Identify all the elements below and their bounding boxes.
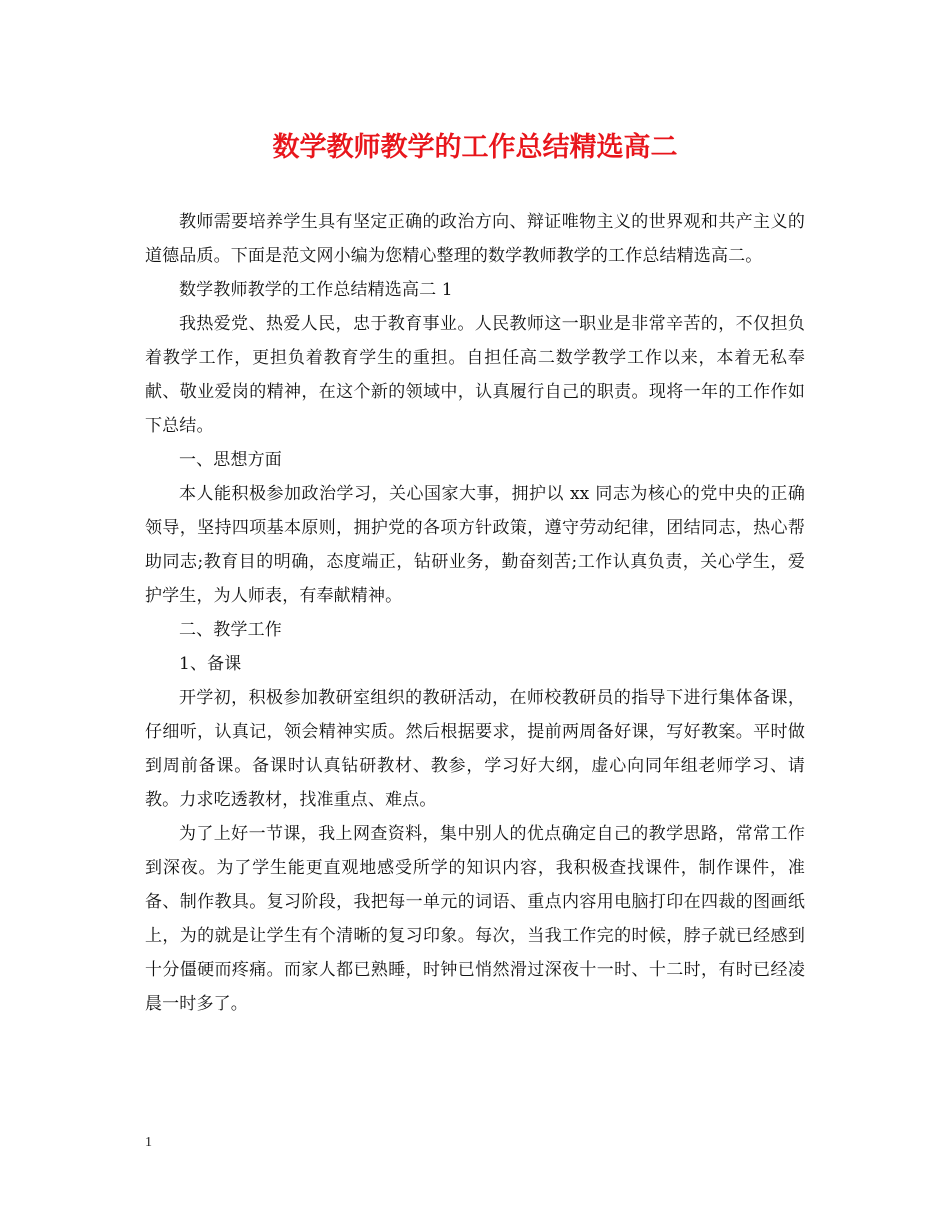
section-heading-part-1: 数学教师教学的工作总结精选高二 1 bbox=[179, 280, 453, 300]
section-heading-teaching: 二、教学工作 bbox=[179, 620, 282, 640]
paragraph-class-preparation: 为了上好一节课，我上网查资料，集中别人的优点确定自己的教学思路，常常工作到深夜。为了学生能更直观地感受所学的知识内容，我积极查找课件，制作课件，准备、制作教具。复习阶段，我把每一单元的词语、重点内容用电脑打印在四裁的图画纸上，为的就是让学生有个清晰的复习印象。每次，当我工作完的时候，脖子就已经感到十分僵硬而疼痛。而家人都已熟睡，时钟已悄然滑过深夜十一时、十二时，有时已经凌晨一时多了。 bbox=[145, 824, 805, 1014]
paragraph-lesson-prep: 开学初，积极参加教研室组织的教研活动，在师校教研员的指导下进行集体备课，仔细听，认真记，领会精神实质。然后根据要求，提前两周备好课，写好教案。平时做到周前备课。备课时认真钻研教材、教参，学习好大纲，虚心向同年组老师学习、请教。力求吃透教材，找准重点、难点。 bbox=[145, 688, 805, 810]
section-heading-ideology: 一、思想方面 bbox=[179, 450, 282, 470]
page-number: 1 bbox=[145, 1135, 152, 1150]
document-body bbox=[145, 205, 805, 1021]
paragraph-intro: 教师需要培养学生具有坚定正确的政治方向、辩证唯物主义的世界观和共产主义的道德品质。下面是范文网小编为您精心整理的数学教师教学的工作总结精选高二。 bbox=[145, 212, 805, 266]
paragraph-ideology: 本人能积极参加政治学习，关心国家大事，拥护以 xx 同志为核心的党中央的正确领导，坚持四项基本原则，拥护党的各项方针政策，遵守劳动纪律，团结同志，热心帮助同志;教育目的明确，态度端正，钻研业务，勤奋刻苦;工作认真负责，关心学生，爱护学生，为人师表，有奉献精神。 bbox=[145, 484, 805, 606]
paragraph-overview: 我热爱党、热爱人民，忠于教育事业。人民教师这一职业是非常辛苦的，不仅担负着教学工作，更担负着教育学生的重担。自担任高二数学教学工作以来，本着无私奉献、敬业爱岗的精神，在这个新的领域中，认真履行自己的职责。现将一年的工作作如下总结。 bbox=[145, 314, 805, 436]
document-title: 数学教师教学的工作总结精选高二 bbox=[272, 132, 678, 163]
subsection-heading-lesson-prep: 1、备课 bbox=[179, 654, 242, 674]
